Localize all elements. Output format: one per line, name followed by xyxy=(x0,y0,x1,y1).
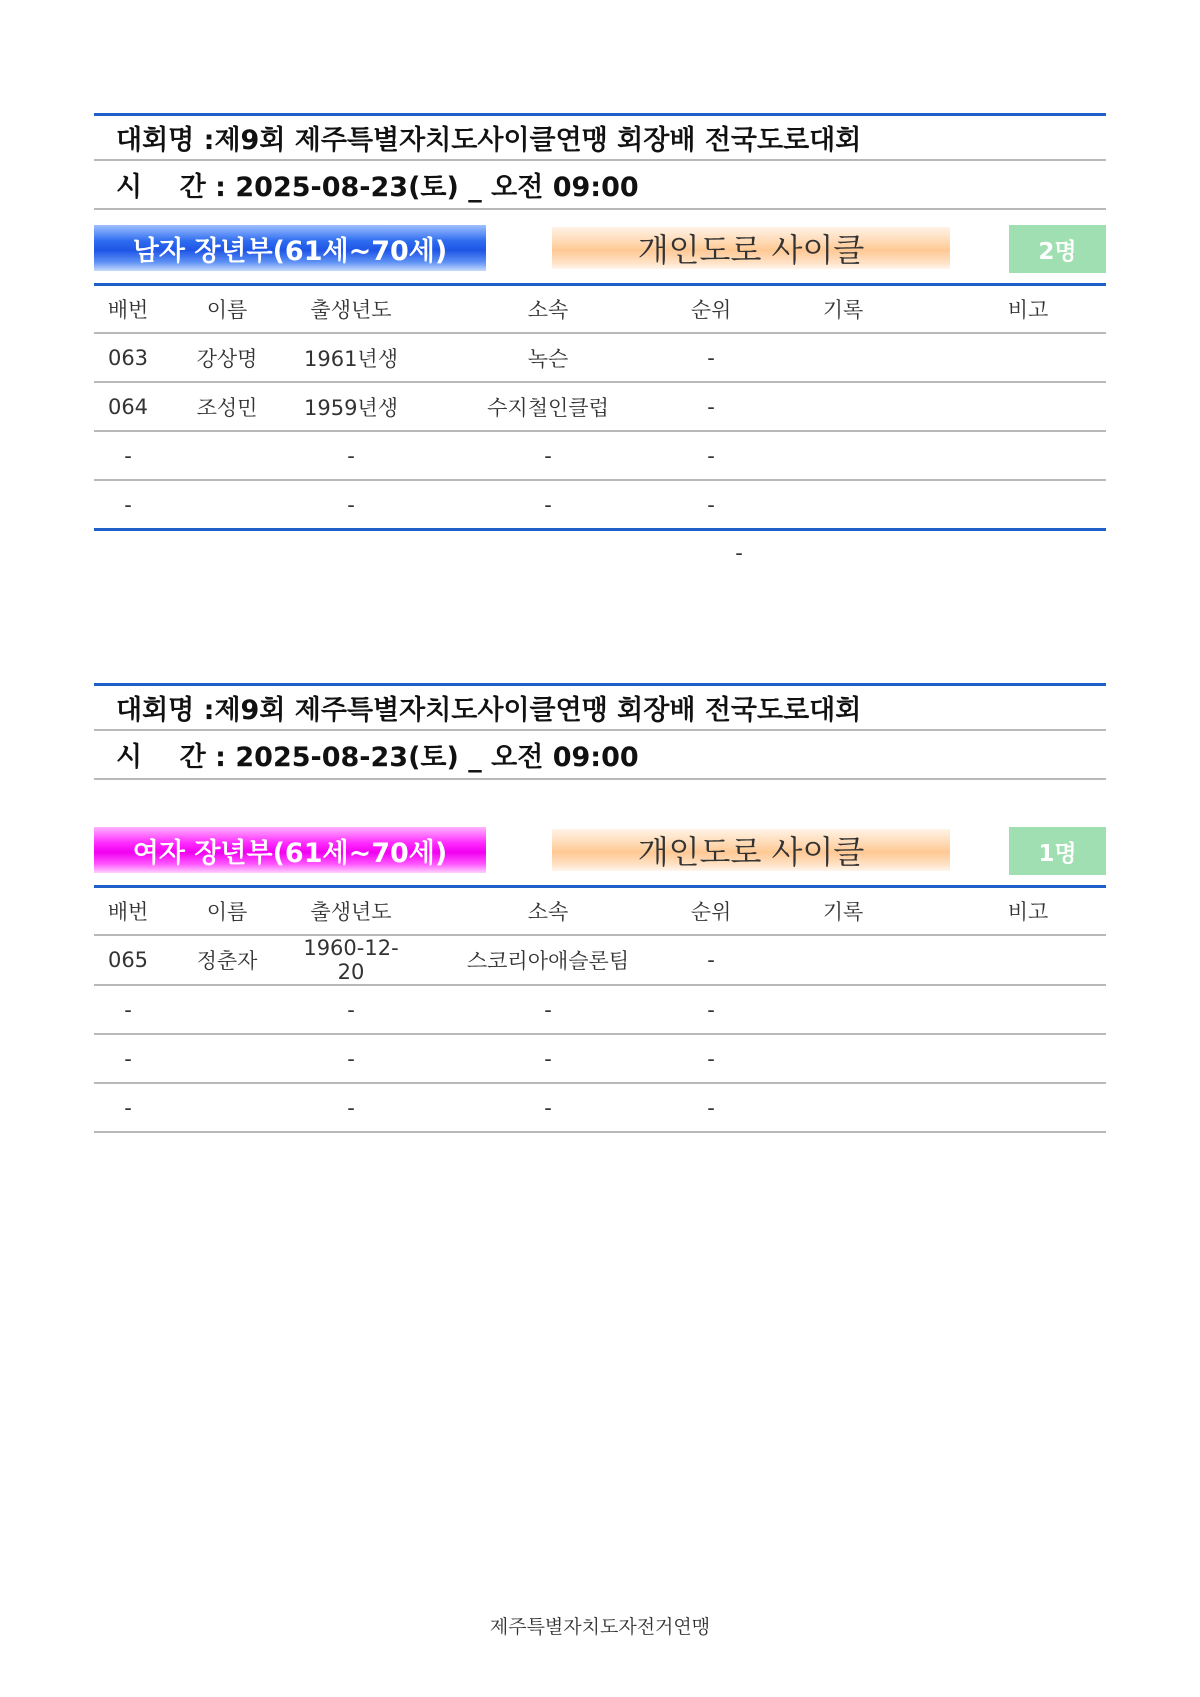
birth-cell: - xyxy=(292,431,410,480)
roster-table xyxy=(94,885,1106,1133)
birth-cell: - xyxy=(292,1034,410,1083)
roster-table xyxy=(94,283,1106,531)
time-header xyxy=(94,731,1106,780)
col-birth-year: 출생년도 xyxy=(292,887,410,936)
birth-cell: 1960-12-20 xyxy=(292,935,410,985)
col-note: 비고 xyxy=(950,285,1106,334)
affiliation-cell: - xyxy=(410,1034,686,1083)
note-cell xyxy=(950,935,1106,985)
record-cell xyxy=(736,935,950,985)
name-cell: 정춘자 xyxy=(162,935,292,985)
entrant-count-badge: 1명 xyxy=(1009,827,1106,875)
record-cell xyxy=(736,382,950,431)
col-birth-year: 출생년도 xyxy=(292,285,410,334)
category-badge: 여자 장년부(61세~70세) xyxy=(94,827,486,873)
rank-cell: - xyxy=(686,935,736,985)
note-cell xyxy=(950,1034,1106,1083)
birth-cell: - xyxy=(292,1083,410,1132)
rank-cell: - xyxy=(686,985,736,1034)
table-row xyxy=(94,985,1106,1034)
trailing-mark: - xyxy=(735,541,743,565)
col-name: 이름 xyxy=(162,887,292,936)
col-affiliation: 소속 xyxy=(410,887,686,936)
category-badge: 남자 장년부(61세~70세) xyxy=(94,225,486,271)
note-cell xyxy=(950,333,1106,382)
bib-cell: - xyxy=(94,1083,162,1132)
birth-cell: 1961년생 xyxy=(292,333,410,382)
affiliation-cell: - xyxy=(410,1083,686,1132)
rank-cell: - xyxy=(686,382,736,431)
competition-header xyxy=(94,683,1106,731)
table-row xyxy=(94,1083,1106,1132)
name-cell xyxy=(162,985,292,1034)
record-cell xyxy=(736,333,950,382)
time-header xyxy=(94,161,1106,210)
record-cell xyxy=(736,1034,950,1083)
table-row xyxy=(94,382,1106,431)
col-name: 이름 xyxy=(162,285,292,334)
note-cell xyxy=(950,480,1106,530)
entrant-count-badge: 2명 xyxy=(1009,225,1106,273)
time-label: 시 간 : xyxy=(116,742,236,773)
affiliation-cell: 녹슨 xyxy=(410,333,686,382)
bib-cell: 063 xyxy=(94,333,162,382)
event-banner: 개인도로 사이클 xyxy=(552,227,950,269)
name-cell xyxy=(162,1034,292,1083)
col-rank: 순위 xyxy=(686,887,736,936)
note-cell xyxy=(950,431,1106,480)
table-row xyxy=(94,480,1106,530)
birth-cell: - xyxy=(292,985,410,1034)
name-cell xyxy=(162,1083,292,1132)
name-cell xyxy=(162,431,292,480)
time-value: 2025-08-23(토) _ 오전 09:00 xyxy=(235,742,639,773)
table-row xyxy=(94,333,1106,382)
col-bib: 배번 xyxy=(94,887,162,936)
affiliation-cell: - xyxy=(410,985,686,1034)
col-record: 기록 xyxy=(736,887,950,936)
record-cell xyxy=(736,985,950,1034)
time-label: 시 간 : xyxy=(116,172,236,203)
competition-label: 대회명 : xyxy=(116,125,215,156)
col-note: 비고 xyxy=(950,887,1106,936)
competition-name: 제9회 제주특별자치도사이클연맹 회장배 전국도로대회 xyxy=(214,125,862,156)
rank-cell: - xyxy=(686,431,736,480)
birth-cell: - xyxy=(292,480,410,530)
note-cell xyxy=(950,985,1106,1034)
name-cell: 강상명 xyxy=(162,333,292,382)
birth-cell: 1959년생 xyxy=(292,382,410,431)
section-female xyxy=(94,683,1106,1133)
bib-cell: - xyxy=(94,431,162,480)
name-cell: 조성민 xyxy=(162,382,292,431)
record-cell xyxy=(736,1083,950,1132)
col-record: 기록 xyxy=(736,285,950,334)
affiliation-cell: 수지철인클럽 xyxy=(410,382,686,431)
note-cell xyxy=(950,1083,1106,1132)
table-row xyxy=(94,935,1106,985)
name-cell xyxy=(162,480,292,530)
section-male xyxy=(94,113,1106,577)
note-cell xyxy=(950,382,1106,431)
rank-cell: - xyxy=(686,333,736,382)
competition-label: 대회명 : xyxy=(116,695,215,726)
affiliation-cell: 스코리아애슬론팀 xyxy=(410,935,686,985)
rank-cell: - xyxy=(686,1034,736,1083)
rank-cell: - xyxy=(686,480,736,530)
table-row xyxy=(94,1034,1106,1083)
col-rank: 순위 xyxy=(686,285,736,334)
table-header-row xyxy=(94,285,1106,334)
col-affiliation: 소속 xyxy=(410,285,686,334)
bib-cell: 065 xyxy=(94,935,162,985)
competition-header xyxy=(94,113,1106,161)
table-header-row xyxy=(94,887,1106,936)
trailing-row xyxy=(94,531,1106,577)
record-cell xyxy=(736,480,950,530)
affiliation-cell: - xyxy=(410,431,686,480)
bib-cell: 064 xyxy=(94,382,162,431)
competition-name: 제9회 제주특별자치도사이클연맹 회장배 전국도로대회 xyxy=(214,695,862,726)
record-cell xyxy=(736,431,950,480)
page-footer: 제주특별자치도자전거연맹 xyxy=(489,1616,711,1638)
event-banner: 개인도로 사이클 xyxy=(552,829,950,871)
bib-cell: - xyxy=(94,985,162,1034)
table-row xyxy=(94,431,1106,480)
affiliation-cell: - xyxy=(410,480,686,530)
bib-cell: - xyxy=(94,480,162,530)
time-value: 2025-08-23(토) _ 오전 09:00 xyxy=(235,172,639,203)
rank-cell: - xyxy=(686,1083,736,1132)
col-bib: 배번 xyxy=(94,285,162,334)
bib-cell: - xyxy=(94,1034,162,1083)
